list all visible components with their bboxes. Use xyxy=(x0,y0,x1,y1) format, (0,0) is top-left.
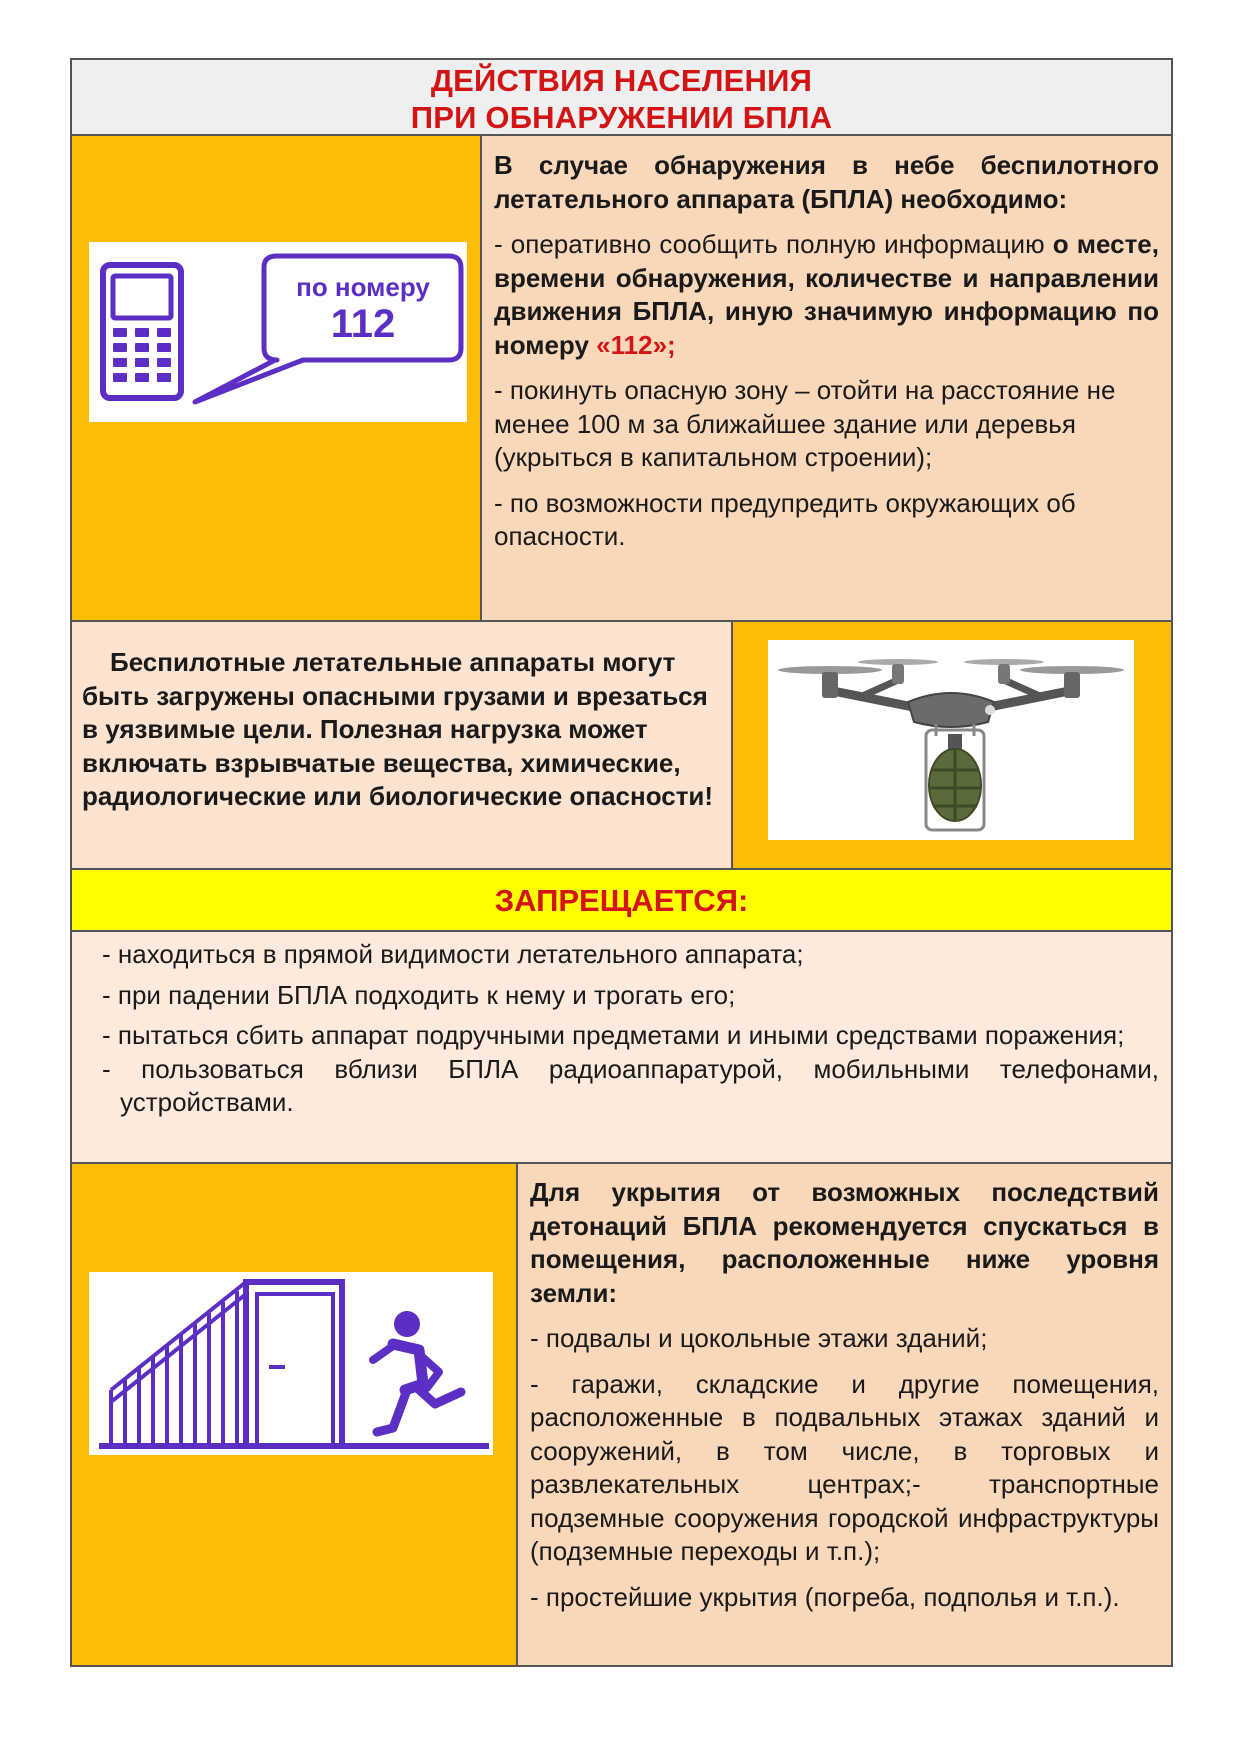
phone-112-illustration xyxy=(89,242,467,422)
report-item-leave-zone: - покинуть опасную зону – отойти на расстояние не менее 100 м за ближайшее здание или деревья (укрыться в капитальном строении); xyxy=(494,375,1116,472)
leaflet xyxy=(70,58,1173,1667)
title-line-1: ДЕЙСТВИЯ НАСЕЛЕНИЯ xyxy=(430,63,813,98)
drone-with-grenade-image xyxy=(768,640,1134,840)
drone-icon xyxy=(768,640,1134,840)
report-intro: В случае обнаружения в небе беспилотного летательного аппарата (БПЛА) необходимо: xyxy=(494,150,1159,214)
prohibited-item-radio: - пользоваться вблизи БПЛА радиоаппаратурой, мобильными телефонами, устройствами. xyxy=(102,1053,1159,1117)
prohibited-heading: ЗАПРЕЩАЕТСЯ: xyxy=(494,883,749,918)
title-line-2: ПРИ ОБНАРУЖЕНИИ БПЛА xyxy=(410,100,833,135)
bubble-text-line-2: 112 xyxy=(330,302,396,346)
prohibited-item-line-of-sight: - находиться в прямой видимости летательного аппарата; xyxy=(102,939,804,969)
phone-illustration-panel xyxy=(72,136,482,620)
bubble-text-line-1: по номеру xyxy=(296,272,430,302)
danger-text-panel xyxy=(72,622,733,868)
prohibited-heading-band xyxy=(72,870,1171,932)
shelter-illustration-panel xyxy=(72,1164,518,1665)
report-item-call-112 xyxy=(494,228,1159,362)
shelter-item-garages: - гаражи, складские и другие помещения, расположенные в подвальных этажах зданий и сооружений, в том числе, в торговых и развлекательных центрах;- транспортные подземные сооружения городской инфраструктуры (подземные переходы и т.п.); xyxy=(530,1368,1159,1566)
section-report xyxy=(72,136,1171,622)
report-item-1-bold: о месте, времени обнаружения, количестве и направлении движения БПЛА, иную значимую информацию по номеру xyxy=(494,229,1159,360)
danger-warning-text: Беспилотные летательные аппараты могут быть загружены опасными грузами и врезаться в уязвимые цели. Полезная нагрузка может включать взрывчатые вещества, химические, радиологические или биологические опасности! xyxy=(82,647,714,811)
prohibited-list xyxy=(72,932,1171,1164)
section-danger xyxy=(72,622,1171,870)
report-item-1-prefix: - оперативно сообщить полную информацию xyxy=(494,229,1053,259)
drone-illustration-panel xyxy=(733,622,1171,868)
shelter-text-panel xyxy=(518,1164,1171,1665)
shelter-intro: Для укрытия от возможных последствий детонаций БПЛА рекомендуется спускаться в помещения, расположенные ниже уровня земли: xyxy=(530,1177,1159,1308)
prohibited-item-shoot-down: - пытаться сбить аппарат подручными предметами и иными средствами поражения; xyxy=(102,1020,1125,1050)
basement-stairs-icon xyxy=(89,1272,493,1455)
prohibited-item-touch: - при падении БПЛА подходить к нему и трогать его; xyxy=(102,979,736,1010)
stairs-exit-illustration xyxy=(89,1272,493,1455)
report-item-1-number: «112»; xyxy=(596,329,676,360)
page-title xyxy=(72,60,1171,136)
shelter-item-simple: - простейшие укрытия (погреба, подполья и т.п.). xyxy=(530,1581,1120,1612)
report-item-warn-others: - по возможности предупредить окружающих об опасности. xyxy=(494,487,1076,551)
section-shelter xyxy=(72,1164,1171,1665)
shelter-item-basements: - подвалы и цокольные этажи зданий; xyxy=(530,1323,988,1353)
report-instructions-panel xyxy=(482,136,1171,620)
